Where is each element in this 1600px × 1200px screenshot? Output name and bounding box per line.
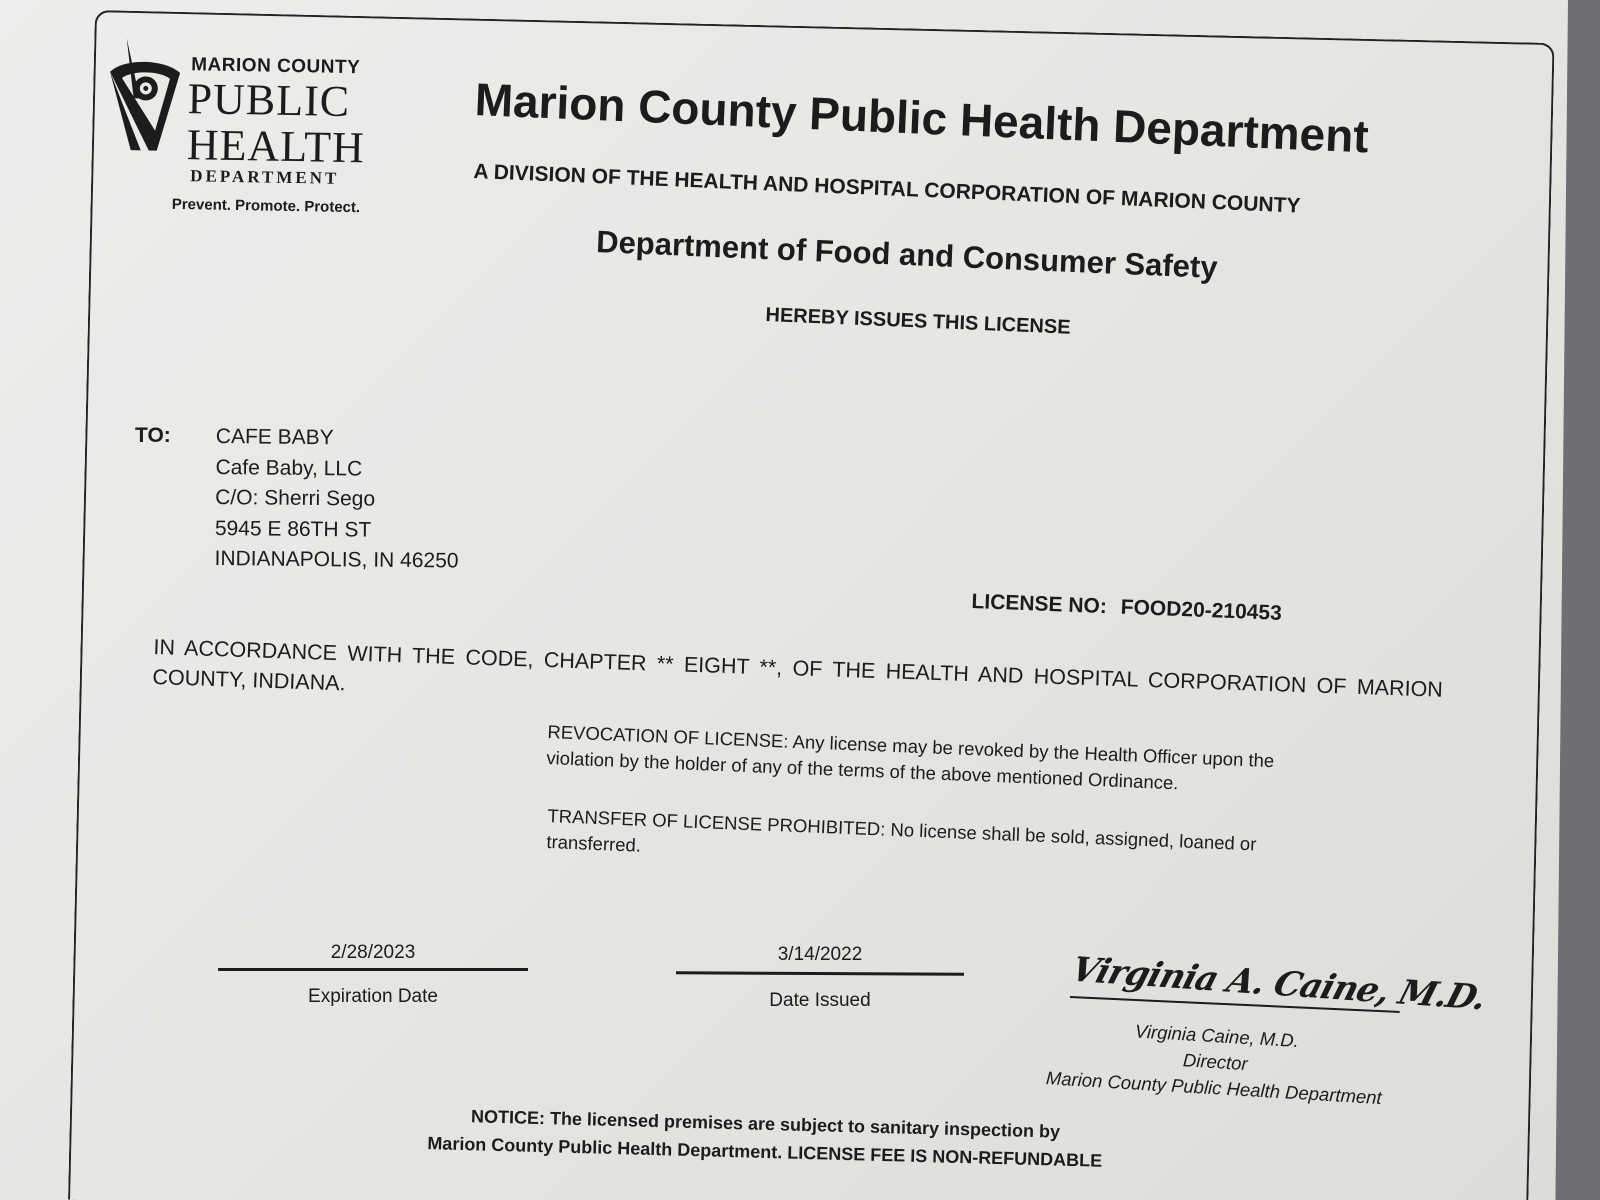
expiration-date-line	[218, 968, 528, 971]
license-number-value: FOOD20-210453	[1120, 595, 1283, 625]
logo-tagline: Prevent. Promote. Protect.	[171, 195, 361, 217]
recipient-line: 5945 E 86TH ST	[214, 516, 372, 542]
license-number-label: LICENSE NO:	[971, 590, 1108, 619]
recipient-line: CAFE BABY	[215, 424, 334, 450]
director-title: Director	[1182, 1049, 1249, 1075]
issues-license-heading: HEREBY ISSUES THIS LICENSE	[765, 304, 1071, 339]
accordance-statement: IN ACCORDANCE WITH THE CODE, CHAPTER ** EIGHT **, OF THE HEALTH AND HOSPITAL CORPORATION OF MARION COUNTY, INDIANA.	[152, 634, 1444, 702]
revocation-clause: REVOCATION OF LICENSE: Any license may be revoked by the Health Officer upon the violation by the holder of any of the terms of the above mentioned Ordinance.	[546, 720, 1275, 794]
department-heading: Department of Food and Consumer Safety	[595, 224, 1219, 286]
logo-health-text: HEALTH	[186, 120, 366, 173]
recipient-line: Cafe Baby, LLC	[215, 455, 363, 481]
director-block	[1023, 1012, 1407, 1112]
notice-line-1: NOTICE: The licensed premises are subject to sanitary inspection by	[470, 1106, 1061, 1142]
director-name: Virginia Caine, M.D.	[1134, 1020, 1300, 1052]
expiration-date-value: 2/28/2023	[330, 942, 416, 963]
notice-line-2: Marion County Public Health Department. LICENSE FEE IS NON-REFUNDABLE	[427, 1133, 1103, 1171]
logo-public-text: PUBLIC	[187, 74, 351, 126]
date-issued-label: Date Issued	[769, 990, 871, 1011]
shield-logo-icon	[104, 38, 184, 169]
director-organization: Marion County Public Health Department	[1045, 1067, 1383, 1109]
logo-county-text: MARION COUNTY	[191, 54, 361, 79]
director-signature: Virginia A. Caine, M.D.	[1066, 950, 1491, 1019]
recipient-line: C/O: Sherri Sego	[215, 485, 376, 511]
date-issued-value: 3/14/2022	[777, 944, 863, 965]
date-issued-line	[676, 971, 964, 976]
document-title: Marion County Public Health Department	[473, 72, 1370, 163]
logo-department-text: DEPARTMENT	[190, 166, 340, 188]
recipient-line: INDIANAPOLIS, IN 46250	[214, 546, 459, 573]
recipient-label: TO:	[135, 424, 171, 447]
health-department-logo	[103, 38, 366, 233]
expiration-date-label: Expiration Date	[308, 986, 438, 1007]
recipient-address	[214, 422, 460, 577]
notice-block	[385, 1100, 1146, 1176]
division-subtitle: A DIVISION OF THE HEALTH AND HOSPITAL CORPORATION OF MARION COUNTY	[473, 160, 1301, 218]
transfer-clause: TRANSFER OF LICENSE PROHIBITED: No license shall be sold, assigned, loaned or transferred.	[546, 804, 1257, 856]
license-number-row	[971, 590, 1282, 626]
